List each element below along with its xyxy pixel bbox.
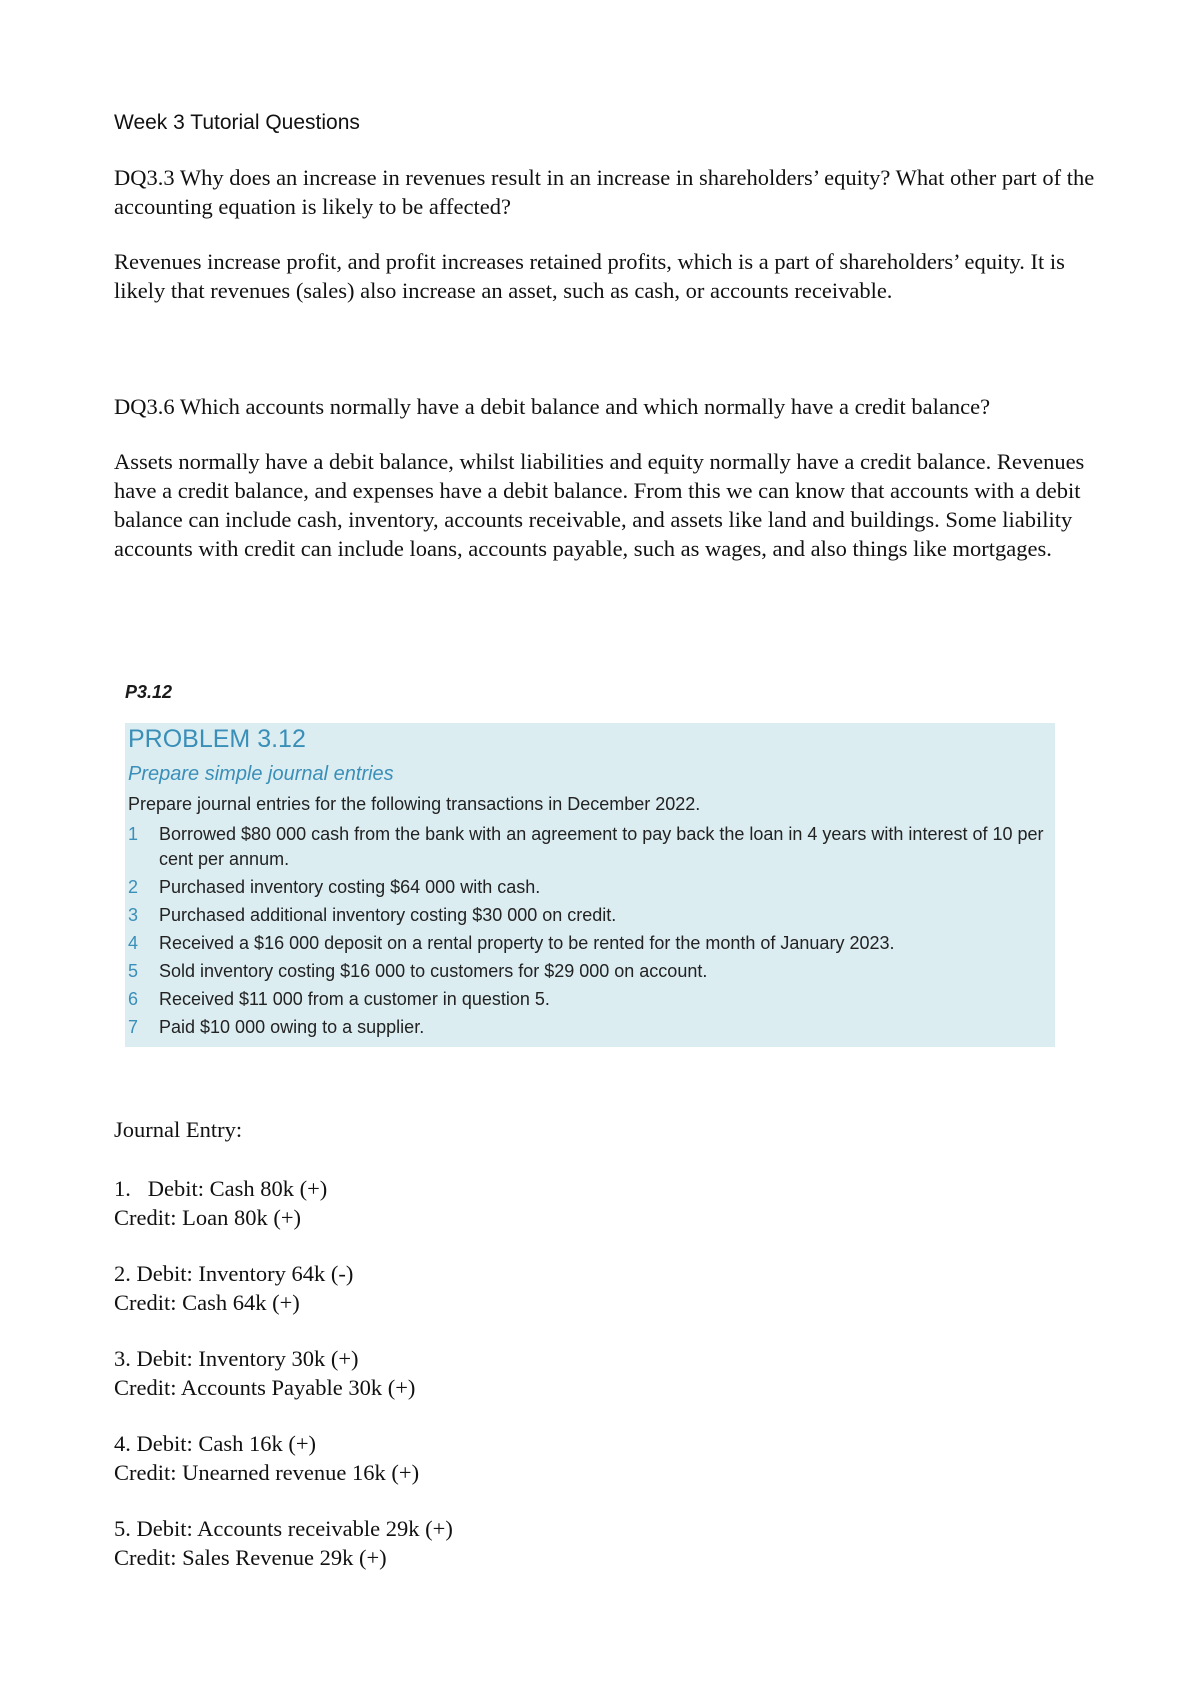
item-number: 1 — [128, 824, 139, 844]
journal-label: Journal Entry: — [114, 1117, 243, 1142]
item-number: 6 — [128, 989, 139, 1009]
list-item — [125, 822, 1050, 872]
item-text: Purchased additional inventory costing $30 000 on credit. — [159, 905, 617, 925]
list-item — [125, 959, 1050, 984]
item-number: 4 — [128, 933, 139, 953]
entry-credit: Credit: Sales Revenue 29k (+) — [114, 1545, 387, 1570]
item-text: Paid $10 000 owing to a supplier. — [159, 1017, 425, 1037]
item-number: 5 — [128, 961, 139, 981]
journal-entry — [114, 1344, 415, 1402]
dq33-answer: Revenues increase profit, and profit increases retained profits, which is a part of shareholders’ equity. It is likely that revenues (sales) also increase an asset, such as cash, or accounts receivable. — [114, 249, 1065, 303]
item-text: Borrowed $80 000 cash from the bank with an agreement to pay back the loan in 4 years with interest of 10 per cent per annum. — [159, 824, 1044, 869]
item-text: Purchased inventory costing $64 000 with cash. — [159, 877, 541, 897]
problem-label: P3.12 — [125, 682, 173, 702]
entry-debit: 3. Debit: Inventory 30k (+) — [114, 1346, 359, 1371]
dq36-question: DQ3.6 Which accounts normally have a debit balance and which normally have a credit balance? — [114, 394, 991, 419]
entry-credit: Credit: Loan 80k (+) — [114, 1205, 302, 1230]
problem-title: PROBLEM 3.12 — [128, 725, 306, 753]
entry-debit: 2. Debit: Inventory 64k (-) — [114, 1261, 354, 1286]
journal-entry — [114, 1429, 419, 1487]
entry-credit: Credit: Unearned revenue 16k (+) — [114, 1460, 420, 1485]
problem-list — [125, 822, 1050, 1043]
item-number: 7 — [128, 1017, 139, 1037]
entry-debit: 4. Debit: Cash 16k (+) — [114, 1431, 317, 1456]
problem-subtitle: Prepare simple journal entries — [128, 763, 394, 785]
dq36-answer: Assets normally have a debit balance, whilst liabilities and equity normally have a credit balance. Revenues have a credit balance, and expenses have a debit balance. From this we can know that accounts with a debit balance can include cash, inventory, accounts receivable, and assets like land and buildings. Some liability accounts with credit can include loans, accounts payable, such as wages, and also things like mortgages. — [114, 449, 1085, 561]
entry-debit: 5. Debit: Accounts receivable 29k (+) — [114, 1516, 453, 1541]
entry-credit: Credit: Accounts Payable 30k (+) — [114, 1375, 416, 1400]
journal-entry — [114, 1514, 453, 1572]
item-text: Received a $16 000 deposit on a rental property to be rented for the month of January 2023. — [159, 933, 895, 953]
item-text: Sold inventory costing $16 000 to customers for $29 000 on account. — [159, 961, 708, 981]
item-text: Received $11 000 from a customer in question 5. — [159, 989, 550, 1009]
problem-intro: Prepare journal entries for the following transactions in December 2022. — [128, 794, 701, 814]
problem-box — [125, 723, 1055, 1047]
entry-debit: 1. Debit: Cash 80k (+) — [114, 1176, 328, 1201]
document-title: Week 3 Tutorial Questions — [114, 111, 360, 134]
list-item — [125, 1015, 1050, 1040]
item-number: 2 — [128, 877, 139, 897]
journal-entry — [114, 1174, 327, 1232]
item-number: 3 — [128, 905, 139, 925]
dq33-section — [114, 163, 1099, 305]
list-item — [125, 987, 1050, 1012]
dq33-question: DQ3.3 Why does an increase in revenues result in an increase in shareholders’ equity? What other part of the accounting equation is likely to be affected? — [114, 165, 1095, 219]
entry-credit: Credit: Cash 64k (+) — [114, 1290, 300, 1315]
dq36-section — [114, 392, 1099, 563]
list-item — [125, 903, 1050, 928]
list-item — [125, 931, 1050, 956]
list-item — [125, 875, 1050, 900]
journal-entry — [114, 1259, 353, 1317]
